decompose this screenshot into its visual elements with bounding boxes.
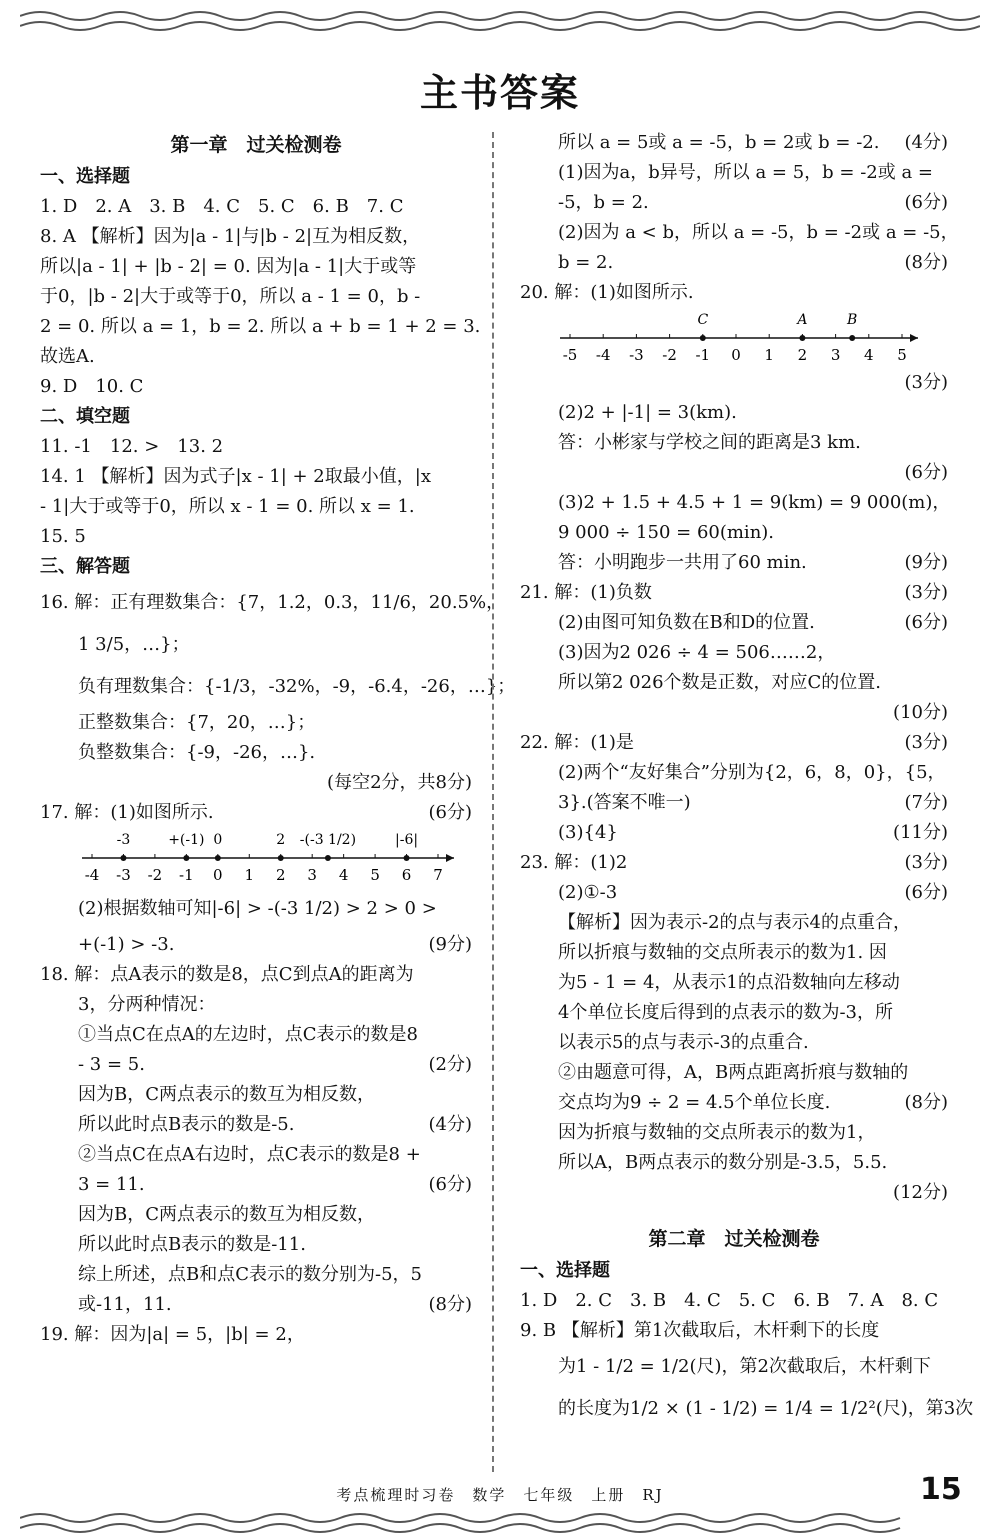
answer-text: 因为B，C两点表示的数互为相反数， [78,1084,375,1105]
answer-line [520,1286,948,1316]
answer-text: (1)因为a，b异号，所以 a = 5，b = -2或 a = [558,162,934,183]
point-dot [120,855,126,861]
answer-line [520,1346,948,1388]
tick-label: -4 [84,866,100,884]
answer-line [520,668,948,698]
axis-arrow-icon [910,334,918,342]
score-label: (8分) [904,1092,948,1113]
tick-label: 5 [897,346,907,364]
answer-line [40,624,472,666]
tick-label: 3 [307,866,317,884]
answer-line [520,878,948,908]
answer-line [520,1316,948,1346]
point-label: 0 [213,832,223,848]
tick-label: -1 [179,866,194,884]
answer-text: 9 000 ÷ 150 = 60(min). [558,522,775,543]
answer-text: 负整数集合：{-9，-26，…}. [78,742,316,763]
point-label: +(-1) [168,832,205,848]
answer-line [40,432,472,462]
answer-text: 所以折痕与数轴的交点所表示的数为1. 因 [558,942,887,963]
answer-line [40,492,472,522]
score-note: (每空2分，共8分) [327,772,472,793]
answer-text: 19. 解：因为|a| = 5，|b| = 2， [40,1324,305,1345]
score-label: (8分) [428,1294,472,1315]
answer-text: (2)由图可知负数在B和D的位置. [558,612,815,633]
answer-line [40,1050,472,1080]
score-note: (6分) [904,462,948,483]
answer-text: (2)因为 a < b，所以 a = -5，b = -2或 a = -5， [558,222,959,243]
answer-text: 16. 解：正有理数集合：{7，1.2̇，0.3，11/6，20.5%， [40,592,505,613]
tick-label: -1 [695,346,711,364]
score-label: (3分) [904,732,948,753]
answer-text: (2)两个“友好集合”分别为{2，6，8，0}，{5， [558,762,946,783]
tick-label: -2 [147,866,163,884]
answer-line [520,848,948,878]
answer-line [520,398,948,428]
answer-text: 或-11，11. [78,1294,172,1315]
answer-text: - 1|大于或等于0，所以 x - 1 = 0. 所以 x = 1. [40,496,415,517]
score-label: (6分) [428,1174,472,1195]
answer-text: 23. 解：(1)2 [520,852,628,873]
answer-text: 为5 - 1 = 4，从表示1的点沿数轴向左移动 [558,972,900,993]
tick-label: -5 [562,346,578,364]
answer-line [40,1140,472,1170]
score-label: (4分) [428,1114,472,1135]
score-label: (8分) [904,252,948,273]
answer-text: 故选A. [40,346,95,367]
answer-text: b = 2. [558,252,614,273]
answer-line [520,248,948,278]
answer-line [520,1088,948,1118]
point-label: -(-3 1/2) [299,832,357,848]
answer-line [40,582,505,624]
answer-line [40,666,516,708]
answer-line [40,1110,472,1140]
point-label: A [797,312,808,328]
answer-line [40,1260,472,1290]
answer-text: 3，分两种情况： [78,994,216,1015]
tick-label: -4 [595,346,611,364]
answer-line [40,990,472,1020]
tick-label: -3 [629,346,644,364]
score-note: (12分) [893,1182,948,1203]
tick-label: 2 [275,866,286,884]
answer-text: 所以A，B两点表示的数分别是-3.5，5.5. [558,1152,888,1173]
score-label: (9分) [428,934,472,955]
answer-line [40,1200,472,1230]
score-label: (3分) [904,582,948,603]
answer-text: 11. -1 12. > 13. 2 [40,436,224,457]
axis-arrow-icon [446,854,454,862]
answer-line [520,998,948,1028]
number-line-1 [40,828,472,888]
tick-label: 7 [433,866,443,884]
answer-line [40,192,472,222]
answer-text: 所以 a = 5或 a = -5，b = 2或 b = -2. [558,132,880,153]
tick-label: 6 [401,866,412,884]
answer-line [40,1170,472,1200]
answer-line [520,1388,974,1430]
answer-text: (3){4} [558,822,618,843]
answer-line [40,1290,472,1320]
answer-text: 的长度为1/2 × (1 - 1/2) = 1/4 = 1/2²(尺)，第3次 [558,1398,974,1419]
top-wave-border [20,6,980,36]
section-heading: 一、选择题 [40,166,130,187]
answer-line [520,908,948,938]
answer-line [520,818,948,848]
answer-line [40,372,472,402]
answer-line [520,128,948,158]
answer-line [520,1028,948,1058]
point-dot [404,855,410,861]
answer-text: 15. 5 [40,526,86,547]
bottom-wave-border [20,1506,980,1536]
right-column [520,128,974,1430]
answer-line [40,222,472,252]
answer-text: 所以第2 026个数是正数，对应C的位置. [558,672,882,693]
answer-text: 1 3/5，…}； [78,634,190,655]
answer-text: 18. 解：点A表示的数是8，点C到点A的距离为 [40,964,414,985]
answer-line [40,282,472,312]
answer-text: 因为折痕与数轴的交点所表示的数为1， [558,1122,876,1143]
answer-text: 3}.(答案不唯一) [558,792,691,813]
point-dot [325,855,331,861]
point-dot [799,335,805,341]
point-dot [215,855,221,861]
answer-line [40,312,481,342]
answer-line [40,522,472,552]
answer-text: +(-1) > -3. [78,934,175,955]
answer-line [40,888,472,930]
answer-line [520,1118,948,1148]
answer-text: 所以此时点B表示的数是-11. [78,1234,306,1255]
tick-label: 1 [764,346,774,364]
answer-text: 22. 解：(1)是 [520,732,634,753]
score-label: (6分) [904,192,948,213]
answer-line [520,218,959,248]
answer-text: ①当点C在点A的左边时，点C表示的数是8 [78,1024,418,1045]
answer-text: (2)①-3 [558,882,618,903]
answer-line [40,798,472,828]
tick-label: 3 [830,346,841,364]
answer-line [40,960,472,990]
answer-text: 9. B 【解析】第1次截取后，木杆剩下的长度 [520,1320,880,1341]
answer-text: -5，b = 2. [558,192,649,213]
answer-line [40,708,472,738]
answer-text: (3)2 + 1.5 + 4.5 + 1 = 9(km) = 9 000(m)， [558,492,951,513]
answer-line [520,968,948,998]
answer-line [520,188,948,218]
answer-line [520,578,948,608]
score-label: (3分) [904,852,948,873]
tick-label: 4 [864,346,874,364]
answer-text: 于0，|b - 2|大于或等于0，所以 a - 1 = 0，b - [40,286,421,307]
answer-text: (2)2 + |-1| = 3(km). [558,402,737,423]
answer-line [520,548,948,578]
answer-line [40,462,472,492]
answer-text: 4个单位长度后得到的点表示的数为-3，所 [558,1002,893,1023]
answer-line [40,1320,472,1350]
answer-text: 正整数集合：{7，20，…}； [78,712,316,733]
score-label: (11分) [893,822,948,843]
answer-line [520,608,948,638]
answer-text: 1. D 2. C 3. B 4. C 5. C 6. B 7. A 8. C [520,1290,939,1311]
point-label: |-6| [395,832,419,848]
number-line-2 [520,308,948,368]
section-heading: 三、解答题 [40,556,130,577]
footer-text: 考点梳理时习卷 数学 七年级 上册 RJ [336,1486,664,1504]
point-dot [849,335,855,341]
point-label: B [847,312,858,328]
answer-line [520,758,948,788]
tick-label: 2 [797,346,808,364]
answer-line [40,252,472,282]
answer-text: ②由题意可得，A，B两点距离折痕与数轴的 [558,1062,909,1083]
tick-label: 0 [213,866,223,884]
answer-text: - 3 = 5. [78,1054,145,1075]
answer-text: 【解析】因为表示-2的点与表示4的点重合， [558,912,911,933]
answer-text: 3 = 11. [78,1174,145,1195]
answer-text: 因为B，C两点表示的数互为相反数， [78,1204,375,1225]
answer-line [40,738,472,768]
score-label: (2分) [428,1054,472,1075]
answer-line [520,728,948,758]
answer-text: 所以|a - 1| + |b - 2| = 0. 因为|a - 1|大于或等 [40,256,417,277]
score-label: (6分) [904,612,948,633]
chapter-heading: 第一章 过关检测卷 [170,134,342,156]
answer-text: 交点均为9 ÷ 2 = 4.5个单位长度. [558,1092,831,1113]
score-note: (3分) [904,372,948,393]
answer-line [520,788,948,818]
answer-line [520,488,951,518]
answer-text: (2)根据数轴可知|-6| > -(-3 1/2) > 2 > 0 > [78,898,437,919]
spacer [520,1208,948,1222]
answer-text: 1. D 2. A 3. B 4. C 5. C 6. B 7. C [40,196,404,217]
score-label: (4分) [904,132,948,153]
chapter-heading: 第二章 过关检测卷 [648,1228,820,1250]
answer-text: 20. 解：(1)如图所示. [520,282,694,303]
tick-label: -2 [662,346,677,364]
answer-line [520,428,948,458]
answer-text: 2 = 0. 所以 a = 1，b = 2. 所以 a + b = 1 + 2 = 3. [40,316,481,337]
answer-line [520,1148,948,1178]
score-label: (6分) [428,802,472,823]
score-label: (6分) [904,882,948,903]
point-label: 2 [276,832,286,848]
answer-text: 14. 1 【解析】因为式子|x - 1| + 2取最小值，|x [40,466,431,487]
tick-label: -3 [116,866,131,884]
tick-label: 1 [244,866,255,884]
answer-text: 为1 - 1/2 = 1/2(尺)，第2次截取后，木杆剩下 [558,1356,931,1377]
point-dot [278,855,284,861]
answer-text: 17. 解：(1)如图所示. [40,802,214,823]
score-label: (7分) [904,792,948,813]
answer-text: 8. A 【解析】因为|a - 1|与|b - 2|互为相反数， [40,226,421,247]
answer-line [520,158,948,188]
point-label: C [697,312,709,328]
answer-text: (3)因为2 026 ÷ 4 = 506……2， [558,642,836,663]
score-label: (9分) [904,552,948,573]
answer-line [520,1058,948,1088]
page-title: 主书答案 [419,71,580,115]
point-label: -3 [116,832,131,848]
tick-label: 5 [370,866,380,884]
score-note: (10分) [893,702,948,723]
page-number: 15 [920,1472,962,1507]
answer-text: 答：小彬家与学校之间的距离是3 km. [558,432,861,453]
answer-line [40,342,472,372]
section-heading: 一、选择题 [520,1260,610,1281]
left-column [40,128,516,1350]
answer-line [520,278,948,308]
answer-line [40,930,472,960]
answer-text: 21. 解：(1)负数 [520,582,652,603]
answer-text: 所以此时点B表示的数是-5. [78,1114,295,1135]
tick-label: 4 [338,866,349,884]
answer-text: 答：小明跑步一共用了60 min. [558,552,807,573]
column-divider [492,132,494,1472]
tick-label: 0 [731,346,741,364]
answer-line [520,938,948,968]
answer-line [520,638,948,668]
answer-text: 负有理数集合：{-1/3，-32%，-9，-6.4，-26，…}； [78,676,516,697]
answer-line [40,1230,472,1260]
answer-line [520,518,948,548]
answer-line [40,1020,472,1050]
answer-text: 9. D 10. C [40,376,144,397]
point-dot [183,855,189,861]
answer-text: 以表示5的点与表示-3的点重合. [558,1032,809,1053]
answer-text: ②当点C在点A右边时，点C表示的数是8 + [78,1144,421,1165]
section-heading: 二、填空题 [40,406,130,427]
answer-line [40,1080,472,1110]
point-dot [700,335,706,341]
answer-text: 综上所述，点B和点C表示的数分别为-5，5 [78,1264,422,1285]
